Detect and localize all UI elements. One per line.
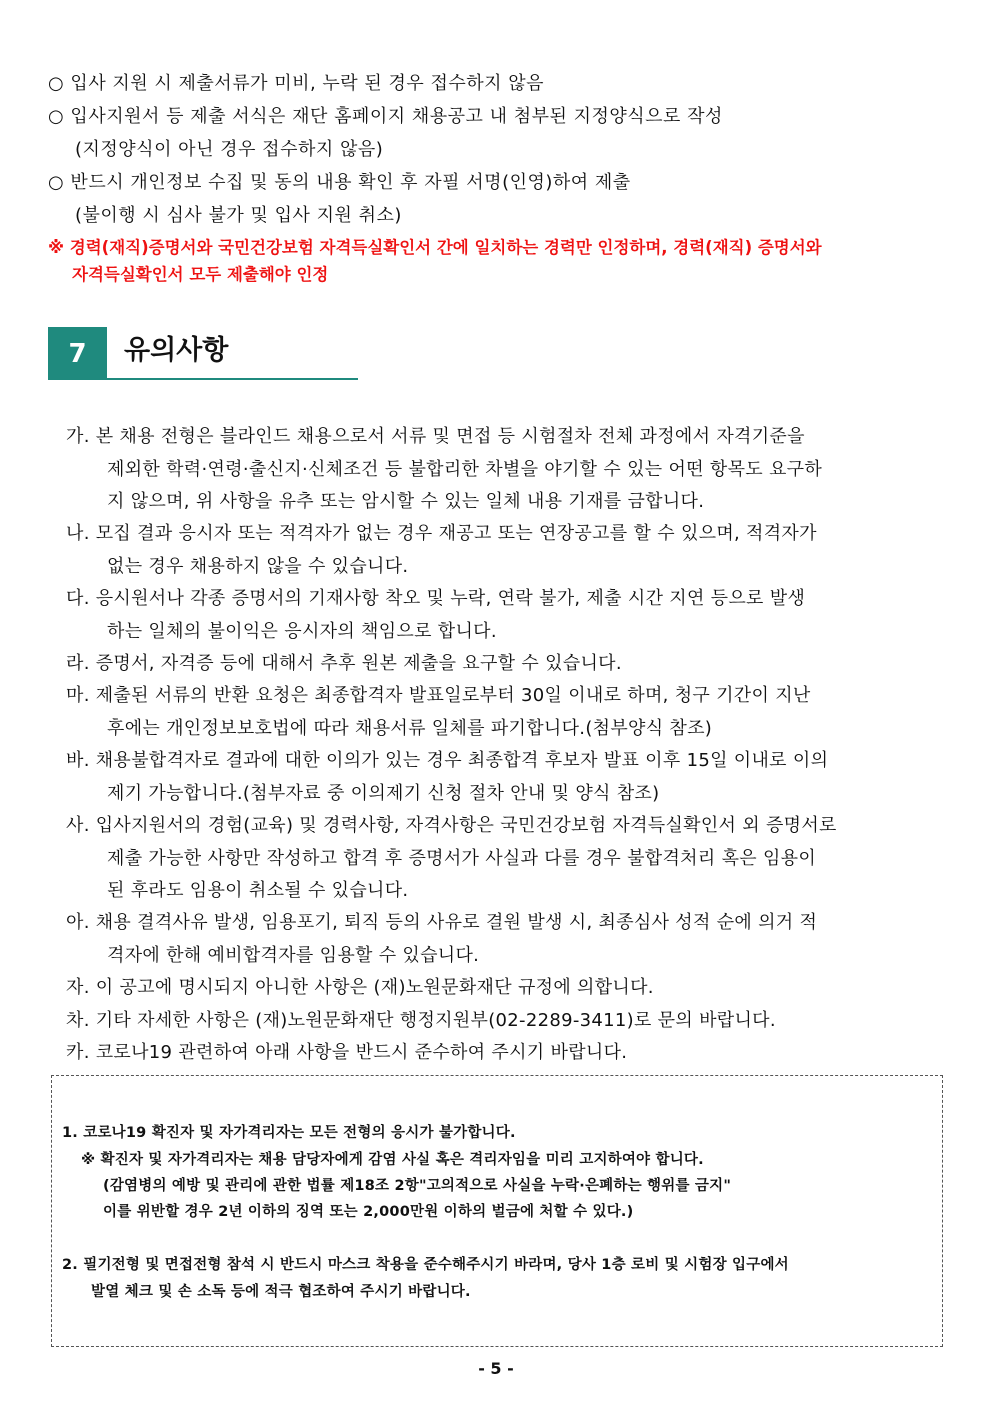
notice-line: 이를 위반할 경우 2년 이하의 징역 또는 2,000만원 이하의 벌금에 처할 수 있다.): [103, 1204, 634, 1220]
list-item: 라. 증명서, 자격증 등에 대해서 추후 원본 제출을 요구할 수 있습니다.: [66, 653, 622, 674]
list-item-continuation: 제외한 학력·연령·출신지·신체조건 등 불합리한 차별을 야기할 수 있는 어떤 항목도 요구하: [107, 459, 823, 480]
list-item: 나. 모집 결과 응시자 또는 적격자가 없는 경우 재공고 또는 연장공고를 할 수 있으며, 적격자가: [66, 523, 817, 544]
list-item: 다. 응시원서나 각종 증명서의 기재사항 착오 및 누락, 연락 불가, 제출 시간 지연 등으로 발생: [66, 588, 806, 609]
intro-line: ○ 입사지원서 등 제출 서식은 재단 홈페이지 채용공고 내 첨부된 지정양식으로 작성: [48, 106, 723, 127]
list-item-continuation: 된 후라도 임용이 취소될 수 있습니다.: [107, 880, 409, 901]
list-item: 마. 제출된 서류의 반환 요청은 최종합격자 발표일로부터 30일 이내로 하며, 청구 기간이 지난: [66, 685, 811, 706]
intro-line: ○ 반드시 개인정보 수집 및 동의 내용 확인 후 자필 서명(인영)하여 제출: [48, 172, 631, 193]
list-item-continuation: 지 않으며, 위 사항을 유추 또는 암시할 수 있는 일체 내용 기재를 금합니다.: [107, 491, 705, 512]
notice-line: (감염병의 예방 및 관리에 관한 법률 제18조 2항"고의적으로 사실을 누락·은폐하는 행위를 금지": [103, 1178, 732, 1194]
list-item-continuation: 제기 가능합니다.(첨부자료 중 이의제기 신청 절차 안내 및 양식 참조): [107, 783, 660, 804]
notice-line: 발열 체크 및 손 소독 등에 적극 협조하여 주시기 바랍니다.: [91, 1284, 471, 1300]
list-item-continuation: 없는 경우 채용하지 않을 수 있습니다.: [107, 556, 409, 577]
section-number-box: 7: [48, 327, 107, 380]
list-item: 카. 코로나19 관련하여 아래 사항을 반드시 준수하여 주시기 바랍니다.: [66, 1042, 628, 1063]
notice-line: ※ 확진자 및 자가격리자는 채용 담당자에게 감염 사실 혹은 격리자임을 미리 고지하여야 합니다.: [81, 1152, 704, 1168]
list-item: 바. 채용불합격자로 결과에 대한 이의가 있는 경우 최종합격 후보자 발표 이후 15일 이내로 이의: [66, 750, 829, 771]
list-item: 차. 기타 자세한 사항은 (재)노원문화재단 행정지원부(02-2289-3411)로 문의 바랍니다.: [66, 1010, 776, 1031]
list-item: 가. 본 채용 전형은 블라인드 채용으로서 서류 및 면접 등 시험절차 전체 과정에서 자격기준을: [66, 426, 805, 447]
intro-line: (지정양식이 아닌 경우 접수하지 않음): [75, 139, 384, 160]
covid-notice-box: [51, 1075, 943, 1347]
list-item-continuation: 하는 일체의 불이익은 응시자의 책임으로 합니다.: [107, 621, 497, 642]
page-number: - 5 -: [478, 1359, 514, 1378]
red-note-line2: 자격득실확인서 모두 제출해야 인정: [72, 265, 329, 284]
list-item-continuation: 격자에 한해 예비합격자를 임용할 수 있습니다.: [107, 945, 480, 966]
intro-line: ○ 입사 지원 시 제출서류가 미비, 누락 된 경우 접수하지 않음: [48, 73, 545, 94]
list-item: 아. 채용 결격사유 발생, 임용포기, 퇴직 등의 사유로 결원 발생 시, 최종심사 성적 순에 의거 적: [66, 912, 818, 933]
list-item-continuation: 제출 가능한 사항만 작성하고 합격 후 증명서가 사실과 다를 경우 불합격처리 혹은 임용이: [107, 848, 817, 869]
section-title: 유의사항: [124, 335, 229, 366]
notice-line: 1. 코로나19 확진자 및 자가격리자는 모든 전형의 응시가 불가합니다.: [62, 1125, 516, 1141]
list-item: 사. 입사지원서의 경험(교육) 및 경력사항, 자격사항은 국민건강보험 자격득실확인서 외 증명서로: [66, 815, 837, 836]
red-note-line1: [48, 236, 822, 260]
note-mark: ※: [48, 238, 65, 257]
notice-line: 2. 필기전형 및 면접전형 참석 시 반드시 마스크 착용을 준수해주시기 바라며, 당사 1층 로비 및 시험장 입구에서: [62, 1257, 789, 1273]
red-note-text: 경력(재직)증명서와 국민건강보험 자격득실확인서 간에 일치하는 경력만 인정하며, 경력(재직) 증명서와: [69, 238, 822, 257]
list-item-continuation: 후에는 개인정보보호법에 따라 채용서류 일체를 파기합니다.(첨부양식 참조): [107, 718, 713, 739]
intro-line: (불이행 시 심사 불가 및 입사 지원 취소): [75, 205, 402, 226]
section-underline: [107, 378, 358, 380]
list-item: 자. 이 공고에 명시되지 아니한 사항은 (재)노원문화재단 규정에 의합니다.: [66, 977, 654, 998]
